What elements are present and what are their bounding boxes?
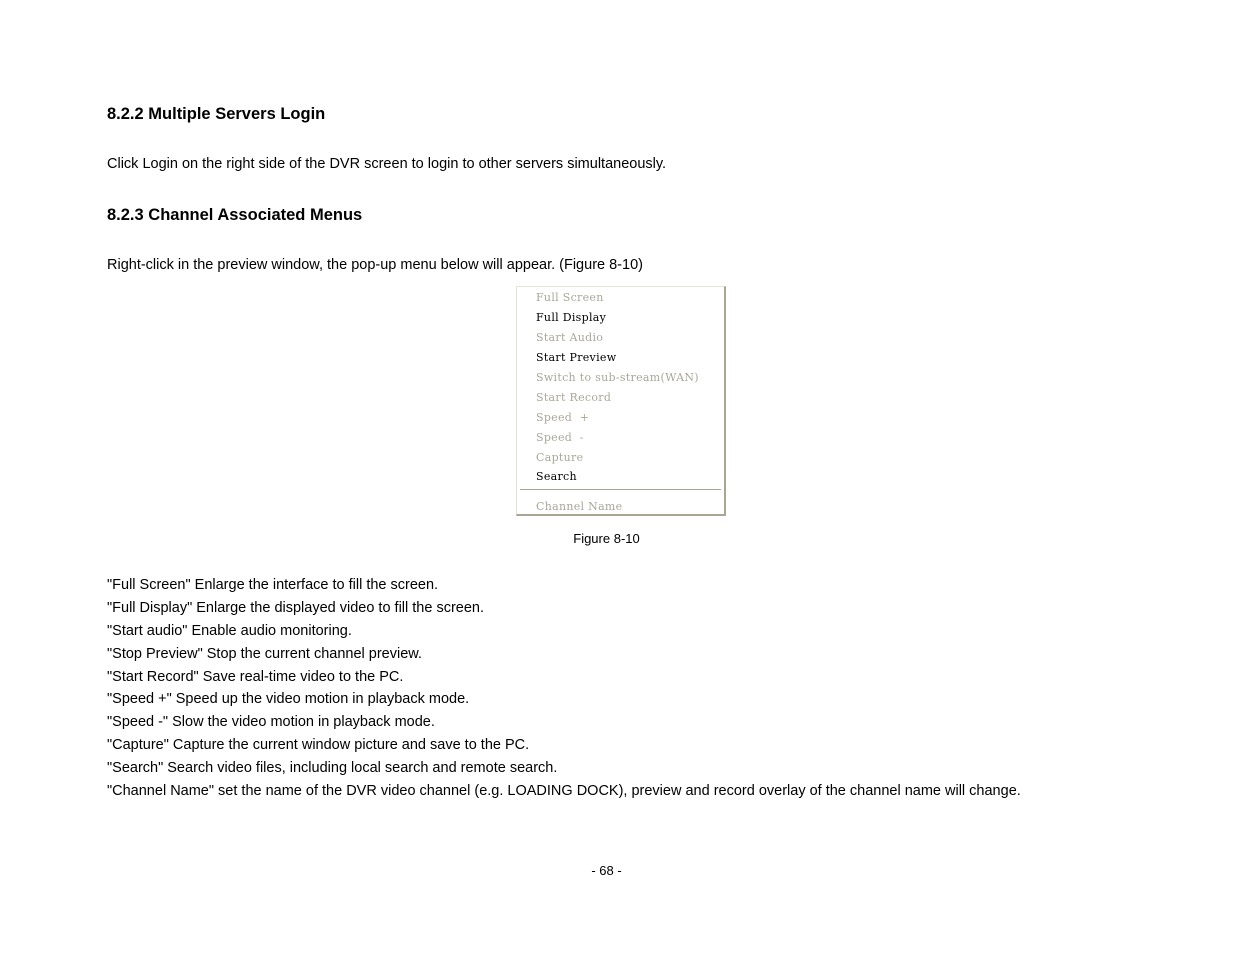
- menu-item-start-audio[interactable]: Start Audio: [536, 331, 604, 344]
- description-start-audio: "Start audio" Enable audio monitoring.: [107, 623, 352, 639]
- menu-item-start-preview[interactable]: Start Preview: [536, 351, 617, 364]
- menu-item-channel-name[interactable]: Channel Name: [536, 500, 623, 513]
- description-start-record: "Start Record" Save real-time video to the PC.: [107, 669, 404, 685]
- section-paragraph-login: Click Login on the right side of the DVR screen to login to other servers simultaneously.: [107, 156, 667, 172]
- section-heading-multiple-servers-login: 8.2.2 Multiple Servers Login: [107, 105, 326, 123]
- description-stop-preview: "Stop Preview" Stop the current channel preview.: [107, 646, 422, 662]
- menu-item-full-screen[interactable]: Full Screen: [536, 291, 604, 304]
- section-paragraph-channel-menus: Right-click in the preview window, the pop-up menu below will appear. (Figure 8-10): [107, 257, 643, 273]
- menu-item-start-record[interactable]: Start Record: [536, 391, 612, 404]
- section-heading-channel-menus: 8.2.3 Channel Associated Menus: [107, 206, 363, 224]
- menu-item-capture[interactable]: Capture: [536, 451, 584, 464]
- menu-separator: [520, 489, 721, 491]
- description-capture: "Capture" Capture the current window picture and save to the PC.: [107, 737, 530, 753]
- menu-item-speed-down[interactable]: Speed -: [536, 431, 584, 444]
- description-full-display: "Full Display" Enlarge the displayed video to fill the screen.: [107, 600, 485, 616]
- description-search: "Search" Search video files, including local search and remote search.: [107, 760, 558, 776]
- figure-caption: Figure 8-10: [573, 531, 640, 546]
- description-speed-up: "Speed +" Speed up the video motion in playback mode.: [107, 691, 470, 707]
- channel-context-menu: [516, 286, 726, 516]
- menu-item-search[interactable]: Search: [536, 470, 577, 483]
- menu-item-speed-up[interactable]: Speed +: [536, 411, 590, 424]
- menu-item-switch-sub-stream[interactable]: Switch to sub-stream(WAN): [536, 371, 699, 384]
- menu-item-full-display[interactable]: Full Display: [536, 311, 607, 324]
- page-number: - 68 -: [591, 863, 622, 878]
- description-speed-down: "Speed -" Slow the video motion in playback mode.: [107, 714, 435, 730]
- description-channel-name: "Channel Name" set the name of the DVR video channel (e.g. LOADING DOCK), preview and record overlay of the channel name will change.: [107, 783, 1021, 799]
- description-full-screen: "Full Screen" Enlarge the interface to fill the screen.: [107, 577, 439, 593]
